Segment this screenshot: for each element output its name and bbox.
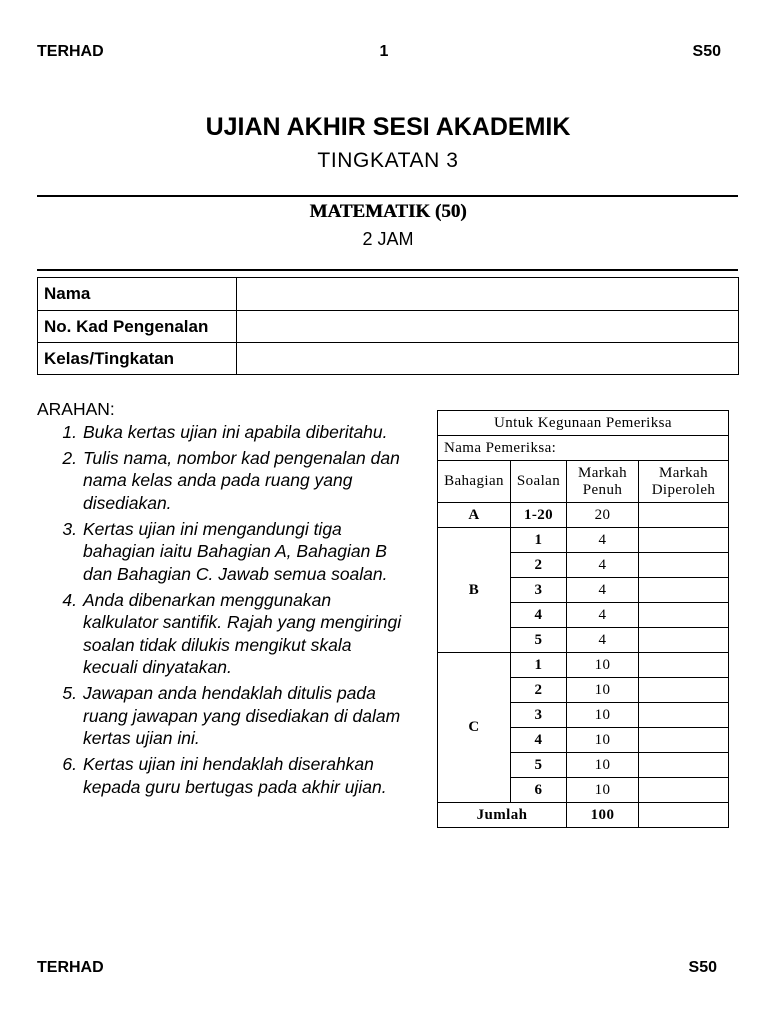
- instruction-line: Buka kertas ujian ini apabila diberitahu.: [83, 421, 388, 442]
- obtained-marks-cell: [639, 728, 729, 753]
- obtained-marks-cell: [639, 653, 729, 678]
- full-marks-cell: 10: [567, 778, 639, 803]
- header-paper-code: S50: [692, 43, 721, 60]
- name-field: [237, 278, 738, 310]
- full-marks-cell: 20: [567, 503, 639, 528]
- header-classification: TERHAD: [37, 43, 104, 60]
- question-number-cell: 2: [511, 678, 567, 703]
- name-label: Nama: [38, 278, 237, 310]
- footer-paper-code: S50: [688, 959, 717, 976]
- student-info-row-name: [38, 278, 738, 310]
- column-header-full-marks: Markah Penuh: [567, 461, 639, 503]
- obtained-marks-cell: [639, 553, 729, 578]
- obtained-marks-cell: [639, 753, 729, 778]
- instruction-number: 2.: [62, 447, 77, 468]
- full-marks-cell: 4: [567, 603, 639, 628]
- instruction-line: bahagian iaitu Bahagian A, Bahagian B: [83, 541, 387, 561]
- question-number-cell: 1: [511, 528, 567, 553]
- instruction-line: Kertas ujian ini hendaklah diserahkan: [83, 754, 374, 774]
- instruction-line: soalan tidak dilukis mengikut skala: [83, 634, 352, 655]
- instruction-number: 5.: [62, 683, 77, 703]
- instruction-item: [37, 447, 401, 515]
- instruction-text: [83, 682, 400, 750]
- examiner-table-title: Untuk Kegunaan Pemeriksa: [438, 411, 729, 436]
- section-label-b: B: [438, 528, 511, 653]
- instruction-line: disediakan.: [83, 492, 172, 513]
- question-number-cell: 5: [511, 753, 567, 778]
- divider-line-top: [37, 195, 738, 197]
- class-label: Kelas/Tingkatan: [38, 343, 237, 374]
- instruction-line: dan Bahagian C. Jawab semua soalan.: [83, 563, 388, 584]
- column-header-section: Bahagian: [438, 461, 511, 503]
- divider-line-bottom: [37, 269, 738, 271]
- obtained-marks-cell: [639, 678, 729, 703]
- class-field: [237, 343, 738, 374]
- footer-classification: TERHAD: [37, 959, 104, 976]
- obtained-marks-cell: [639, 578, 729, 603]
- question-number-cell: 3: [511, 703, 567, 728]
- instruction-line: Jawapan anda hendaklah ditulis pada: [83, 683, 376, 703]
- column-header-obtained-marks: Markah Diperoleh: [639, 461, 729, 503]
- instruction-line: ruang jawapan yang disediakan di dalam: [83, 705, 401, 726]
- exam-duration: 2 JAM: [362, 229, 414, 249]
- examiner-name-label: Nama Pemeriksa:: [438, 436, 729, 461]
- instructions-heading: ARAHAN:: [37, 399, 115, 419]
- instruction-number: 4.: [62, 589, 77, 610]
- student-info-table: [37, 277, 739, 375]
- instruction-text: [83, 447, 400, 515]
- instructions-list: [37, 421, 401, 802]
- header-page-number: 1: [379, 43, 389, 60]
- obtained-marks-cell: [639, 703, 729, 728]
- instruction-item: [37, 682, 401, 750]
- full-marks-cell: 4: [567, 628, 639, 653]
- instruction-item: [37, 589, 401, 679]
- ic-number-label: No. Kad Pengenalan: [38, 311, 237, 342]
- instruction-line: nama kelas anda pada ruang yang: [83, 470, 353, 490]
- full-marks-cell: 4: [567, 528, 639, 553]
- examiner-marks-table: [437, 410, 729, 828]
- student-info-row-class: [38, 342, 738, 374]
- obtained-marks-cell: [639, 528, 729, 553]
- subject-name: MATEMATIK (50): [309, 201, 467, 222]
- instruction-line: kepada guru bertugas pada akhir ujian.: [83, 776, 387, 797]
- instruction-text: [83, 589, 401, 679]
- full-marks-cell: 10: [567, 678, 639, 703]
- full-marks-cell: 10: [567, 653, 639, 678]
- instruction-number: 6.: [62, 754, 77, 774]
- total-obtained-marks-cell: [639, 803, 729, 828]
- section-label-c: C: [438, 653, 511, 803]
- question-number-cell: 2: [511, 553, 567, 578]
- instruction-line: kertas ujian ini.: [83, 728, 200, 748]
- question-number-cell: 6: [511, 778, 567, 803]
- question-number-cell: 3: [511, 578, 567, 603]
- full-marks-cell: 4: [567, 553, 639, 578]
- ic-number-field: [237, 311, 738, 342]
- exam-level: TINGKATAN 3: [317, 149, 459, 172]
- question-number-cell: 4: [511, 728, 567, 753]
- full-marks-cell: 4: [567, 578, 639, 603]
- section-label-a: A: [438, 503, 511, 528]
- instruction-item: [37, 753, 401, 798]
- instruction-text: [83, 518, 388, 586]
- full-marks-cell: 10: [567, 703, 639, 728]
- instruction-line: Tulis nama, nombor kad pengenalan dan: [83, 447, 400, 468]
- full-marks-cell: 10: [567, 728, 639, 753]
- instruction-line: Kertas ujian ini mengandungi tiga: [83, 518, 342, 539]
- question-number-cell: 1-20: [511, 503, 567, 528]
- instruction-item: [37, 421, 401, 444]
- instruction-text: [83, 421, 388, 444]
- student-info-row-ic: [38, 310, 738, 342]
- question-number-cell: 4: [511, 603, 567, 628]
- obtained-marks-cell: [639, 778, 729, 803]
- instruction-line: kecuali dinyatakan.: [83, 657, 232, 677]
- column-header-question: Soalan: [511, 461, 567, 503]
- total-label: Jumlah: [438, 803, 567, 828]
- instruction-line: Anda dibenarkan menggunakan: [83, 589, 332, 610]
- obtained-marks-cell: [639, 503, 729, 528]
- exam-title: UJIAN AKHIR SESI AKADEMIK: [205, 113, 571, 141]
- obtained-marks-cell: [639, 603, 729, 628]
- total-full-marks: 100: [567, 803, 639, 828]
- question-number-cell: 5: [511, 628, 567, 653]
- instruction-item: [37, 518, 401, 586]
- full-marks-cell: 10: [567, 753, 639, 778]
- instruction-line: kalkulator santifik. Rajah yang mengiringi: [83, 612, 402, 632]
- instruction-number: 1.: [62, 421, 77, 442]
- obtained-marks-cell: [639, 628, 729, 653]
- instruction-text: [83, 753, 387, 798]
- question-number-cell: 1: [511, 653, 567, 678]
- instruction-number: 3.: [62, 518, 77, 539]
